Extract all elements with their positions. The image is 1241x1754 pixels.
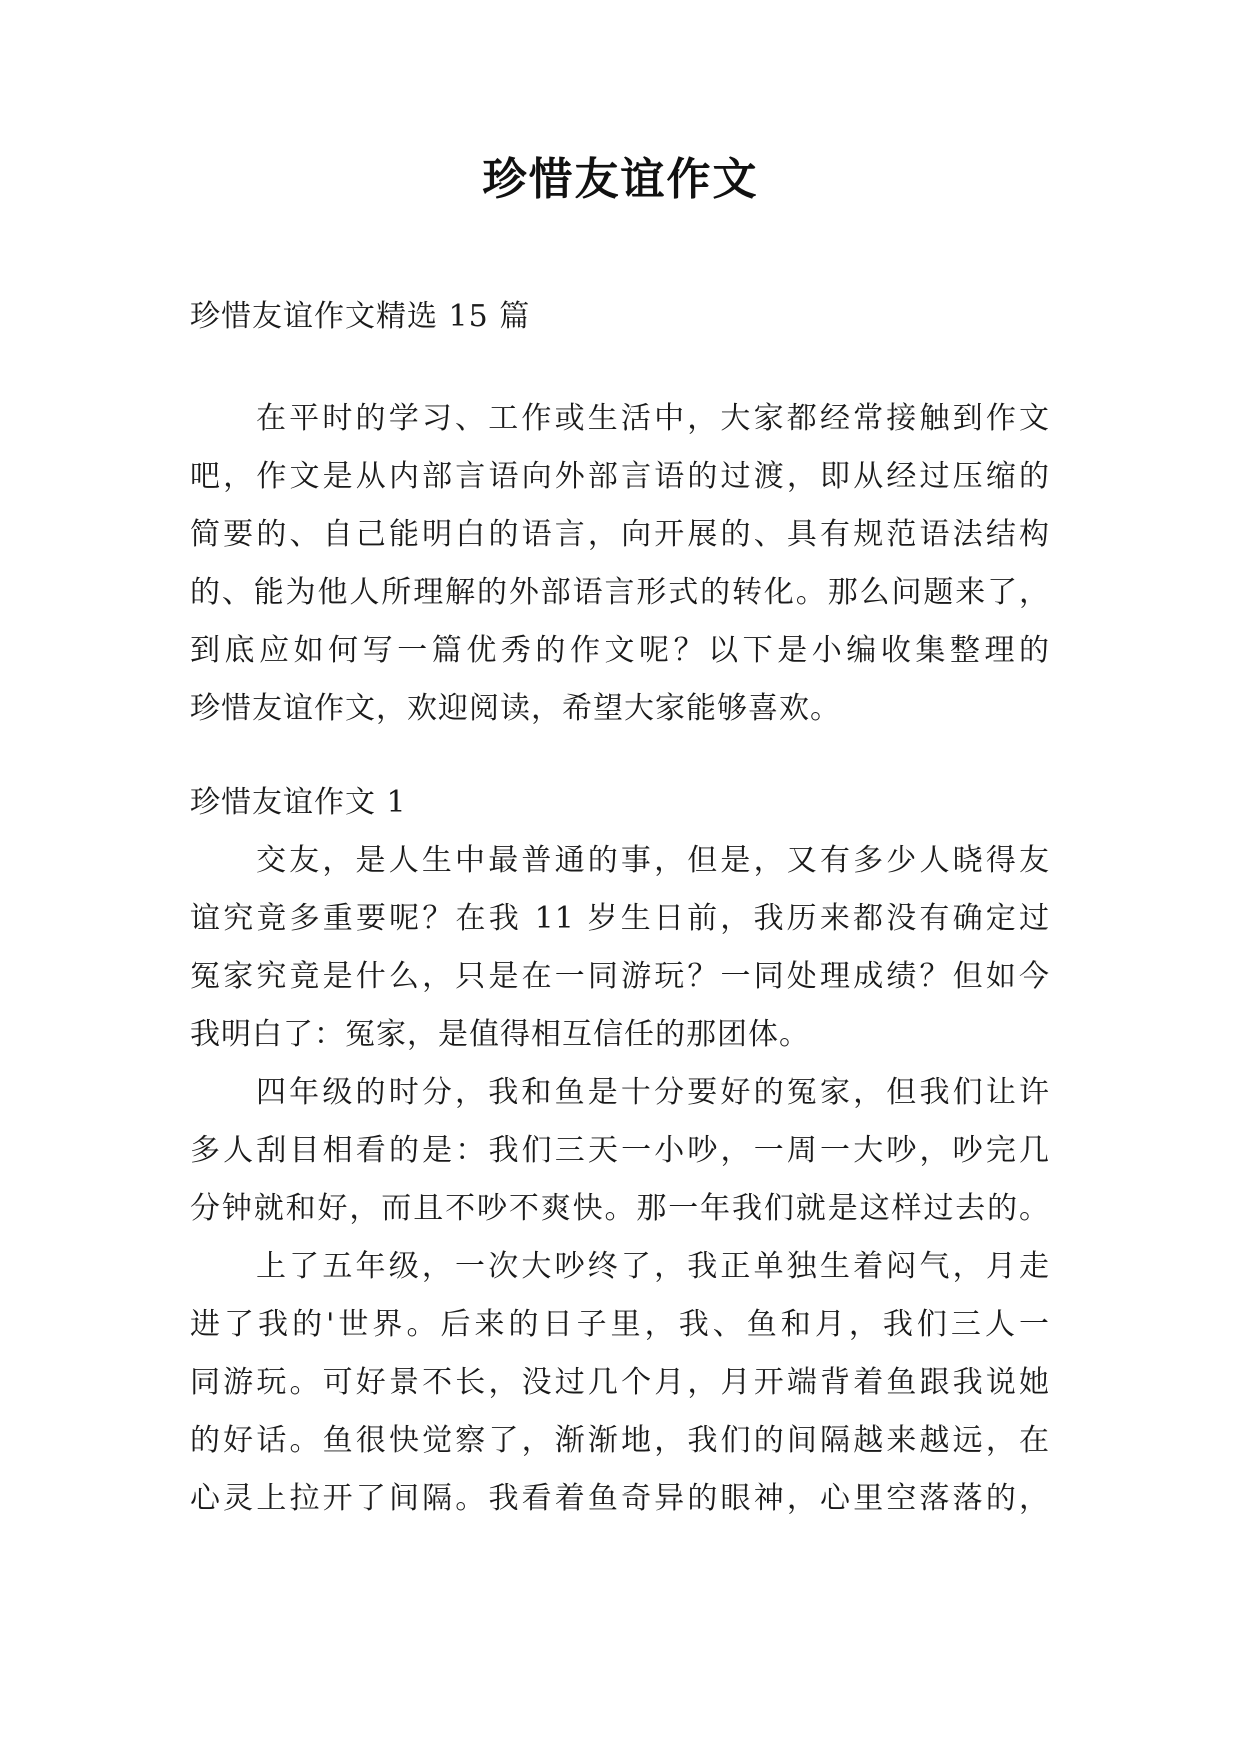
text-line: 多人刮目相看的是：我们三天一小吵，一周一大吵，吵完几: [190, 1133, 1050, 1168]
intro-paragraph: [190, 390, 1050, 738]
document-subtitle: 珍惜友谊作文精选 15 篇: [190, 299, 531, 334]
text-line: 进了我的'世界。后来的日子里，我、鱼和月，我们三人一: [190, 1307, 1050, 1342]
text-line: 分钟就和好，而且不吵不爽快。那一年我们就是这样过去的。: [190, 1191, 1050, 1226]
text-line: 上了五年级，一次大吵终了，我正单独生着闷气，月走: [256, 1249, 1050, 1284]
text-line: 吧，作文是从内部言语向外部言语的过渡，即从经过压缩的: [190, 459, 1050, 494]
text-line: 的好话。鱼很快觉察了，渐渐地，我们的间隔越来越远，在: [190, 1423, 1050, 1458]
text-line: 心灵上拉开了间隔。我看着鱼奇异的眼神，心里空落落的，: [190, 1481, 1050, 1516]
text-line: 的、能为他人所理解的外部语言形式的转化。那么问题来了，: [190, 575, 1050, 610]
text-line: 交友，是人生中最普通的事，但是，又有多少人晓得友: [256, 843, 1050, 878]
text-line: 简要的、自己能明白的语言，向开展的、具有规范语法结构: [190, 517, 1050, 552]
text-line: 在平时的学习、工作或生活中，大家都经常接触到作文: [256, 401, 1050, 436]
text-line: 同游玩。可好景不长，没过几个月，月开端背着鱼跟我说她: [190, 1365, 1050, 1400]
text-line: 到底应如何写一篇优秀的作文呢？以下是小编收集整理的: [190, 633, 1050, 668]
section-heading: 珍惜友谊作文 1: [190, 785, 407, 820]
page-title: 珍惜友谊作文: [482, 154, 759, 205]
body-paragraph: [190, 1238, 1050, 1528]
text-line: 四年级的时分，我和鱼是十分要好的冤家，但我们让许: [256, 1075, 1050, 1110]
text-line: 珍惜友谊作文，欢迎阅读，希望大家能够喜欢。: [190, 691, 841, 726]
body-paragraph: [190, 1064, 1050, 1238]
text-line: 冤家究竟是什么，只是在一同游玩？一同处理成绩？但如今: [190, 959, 1050, 994]
text-line: 谊究竟多重要呢？在我 11 岁生日前，我历来都没有确定过: [190, 901, 1050, 936]
document-body: [190, 288, 1050, 1528]
body-paragraph: [190, 832, 1050, 1064]
text-line: 我明白了：冤家，是值得相互信任的那团体。: [190, 1017, 810, 1052]
